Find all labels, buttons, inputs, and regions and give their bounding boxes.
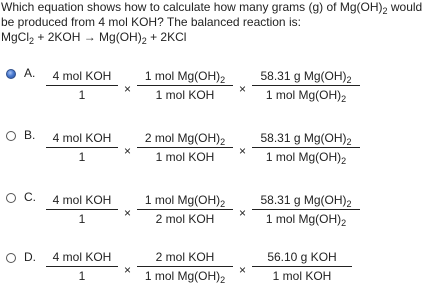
- subscript: 2: [382, 6, 388, 16]
- numerator: 4 mol KOH: [46, 250, 118, 267]
- denominator: [137, 267, 233, 283]
- denominator-text: 1 mol Mg(OH): [265, 212, 342, 226]
- numerator: [137, 193, 233, 210]
- subscript: 2: [346, 199, 352, 209]
- subscript: 2: [341, 94, 347, 104]
- denominator: 1: [78, 269, 86, 283]
- denominator: [252, 86, 360, 102]
- radio-button-c[interactable]: [6, 193, 16, 203]
- numerator: [252, 250, 352, 267]
- multiply-symbol: ×: [124, 144, 132, 158]
- option-letter: A.: [24, 66, 36, 80]
- numerator-text: 1 mol Mg(OH): [144, 193, 221, 207]
- fraction-1: [46, 193, 118, 226]
- answer-option-d[interactable]: [0, 246, 438, 292]
- fraction-3: [252, 69, 360, 102]
- subscript: 2: [220, 137, 226, 147]
- fraction-2: [137, 250, 233, 283]
- reaction-part: + 2KCl: [146, 30, 187, 44]
- radio-button-d[interactable]: [6, 253, 16, 263]
- multiply-symbol: ×: [239, 206, 247, 220]
- fraction-3: [252, 250, 352, 283]
- denominator: [137, 148, 233, 164]
- denominator: 1: [78, 150, 86, 164]
- question-line-1-text: Which equation shows how to calculate how many grams (g) of Mg(OH): [1, 0, 383, 14]
- denominator: [252, 148, 360, 164]
- question-line-1-end: would: [387, 0, 423, 14]
- subscript: 2: [346, 137, 352, 147]
- multiply-symbol: ×: [239, 263, 247, 277]
- subscript: 2: [141, 36, 147, 46]
- multiply-symbol: ×: [124, 82, 132, 96]
- fraction-2: [137, 193, 233, 226]
- numerator: [252, 193, 360, 210]
- fraction-3: [252, 131, 360, 164]
- subscript: 2: [220, 199, 226, 209]
- fraction-3: [252, 193, 360, 226]
- denominator-text: 1 mol KOH: [155, 88, 215, 102]
- subscript: 2: [220, 275, 226, 285]
- fraction-2: [137, 131, 233, 164]
- fraction-1: [46, 69, 118, 102]
- denominator-text: 1 mol KOH: [155, 150, 215, 164]
- denominator: 1: [78, 212, 86, 226]
- numerator-text: 2 mol KOH: [155, 250, 215, 264]
- numerator-text: 56.10 g KOH: [267, 250, 337, 264]
- numerator-text: 1 mol Mg(OH): [144, 69, 221, 83]
- subscript: 2: [346, 75, 352, 85]
- fraction-2: [137, 69, 233, 102]
- denominator: 1: [78, 88, 86, 102]
- radio-button-a[interactable]: [6, 69, 16, 79]
- subscript: 2: [29, 36, 35, 46]
- numerator: [252, 131, 360, 148]
- numerator-text: 58.31 g Mg(OH): [260, 69, 347, 83]
- answer-option-a[interactable]: [0, 62, 438, 108]
- denominator-text: 1 mol Mg(OH): [265, 88, 342, 102]
- multiply-symbol: ×: [124, 263, 132, 277]
- subscript: 2: [341, 156, 347, 166]
- denominator: [137, 86, 233, 102]
- denominator: [252, 210, 360, 226]
- numerator-text: 58.31 g Mg(OH): [260, 193, 347, 207]
- reaction-part: MgCl: [1, 30, 30, 44]
- numerator: 4 mol KOH: [46, 131, 118, 148]
- answer-option-b[interactable]: [0, 124, 438, 170]
- answer-option-c[interactable]: [0, 186, 438, 232]
- numerator: 4 mol KOH: [46, 69, 118, 86]
- subscript: 2: [341, 218, 347, 228]
- question-line-1: [1, 0, 435, 15]
- denominator: [137, 210, 233, 226]
- numerator-text: 58.31 g Mg(OH): [260, 131, 347, 145]
- multiply-symbol: ×: [124, 206, 132, 220]
- balanced-reaction: [1, 30, 435, 45]
- numerator: [137, 131, 233, 148]
- numerator: [137, 250, 233, 267]
- multiply-symbol: ×: [239, 82, 247, 96]
- fraction-1: [46, 250, 118, 283]
- option-letter: C.: [24, 190, 36, 204]
- fraction-1: [46, 131, 118, 164]
- question-line-2: be produced from 4 mol KOH? The balanced reaction is:: [1, 15, 301, 29]
- reaction-part: + 2KOH → Mg(OH): [34, 30, 142, 44]
- numerator-text: 2 mol Mg(OH): [144, 131, 221, 145]
- question-text: [1, 0, 435, 45]
- numerator: 4 mol KOH: [46, 193, 118, 210]
- numerator: [137, 69, 233, 86]
- denominator-text: 1 mol Mg(OH): [144, 269, 221, 283]
- numerator: [252, 69, 360, 86]
- denominator-text: 1 mol Mg(OH): [265, 150, 342, 164]
- option-letter: B.: [24, 128, 36, 142]
- subscript: 2: [220, 75, 226, 85]
- radio-button-b[interactable]: [6, 131, 16, 141]
- option-letter: D.: [24, 250, 36, 264]
- denominator-text: 1 mol KOH: [272, 269, 332, 283]
- denominator-text: 2 mol KOH: [155, 212, 215, 226]
- denominator: [252, 267, 352, 283]
- multiply-symbol: ×: [239, 144, 247, 158]
